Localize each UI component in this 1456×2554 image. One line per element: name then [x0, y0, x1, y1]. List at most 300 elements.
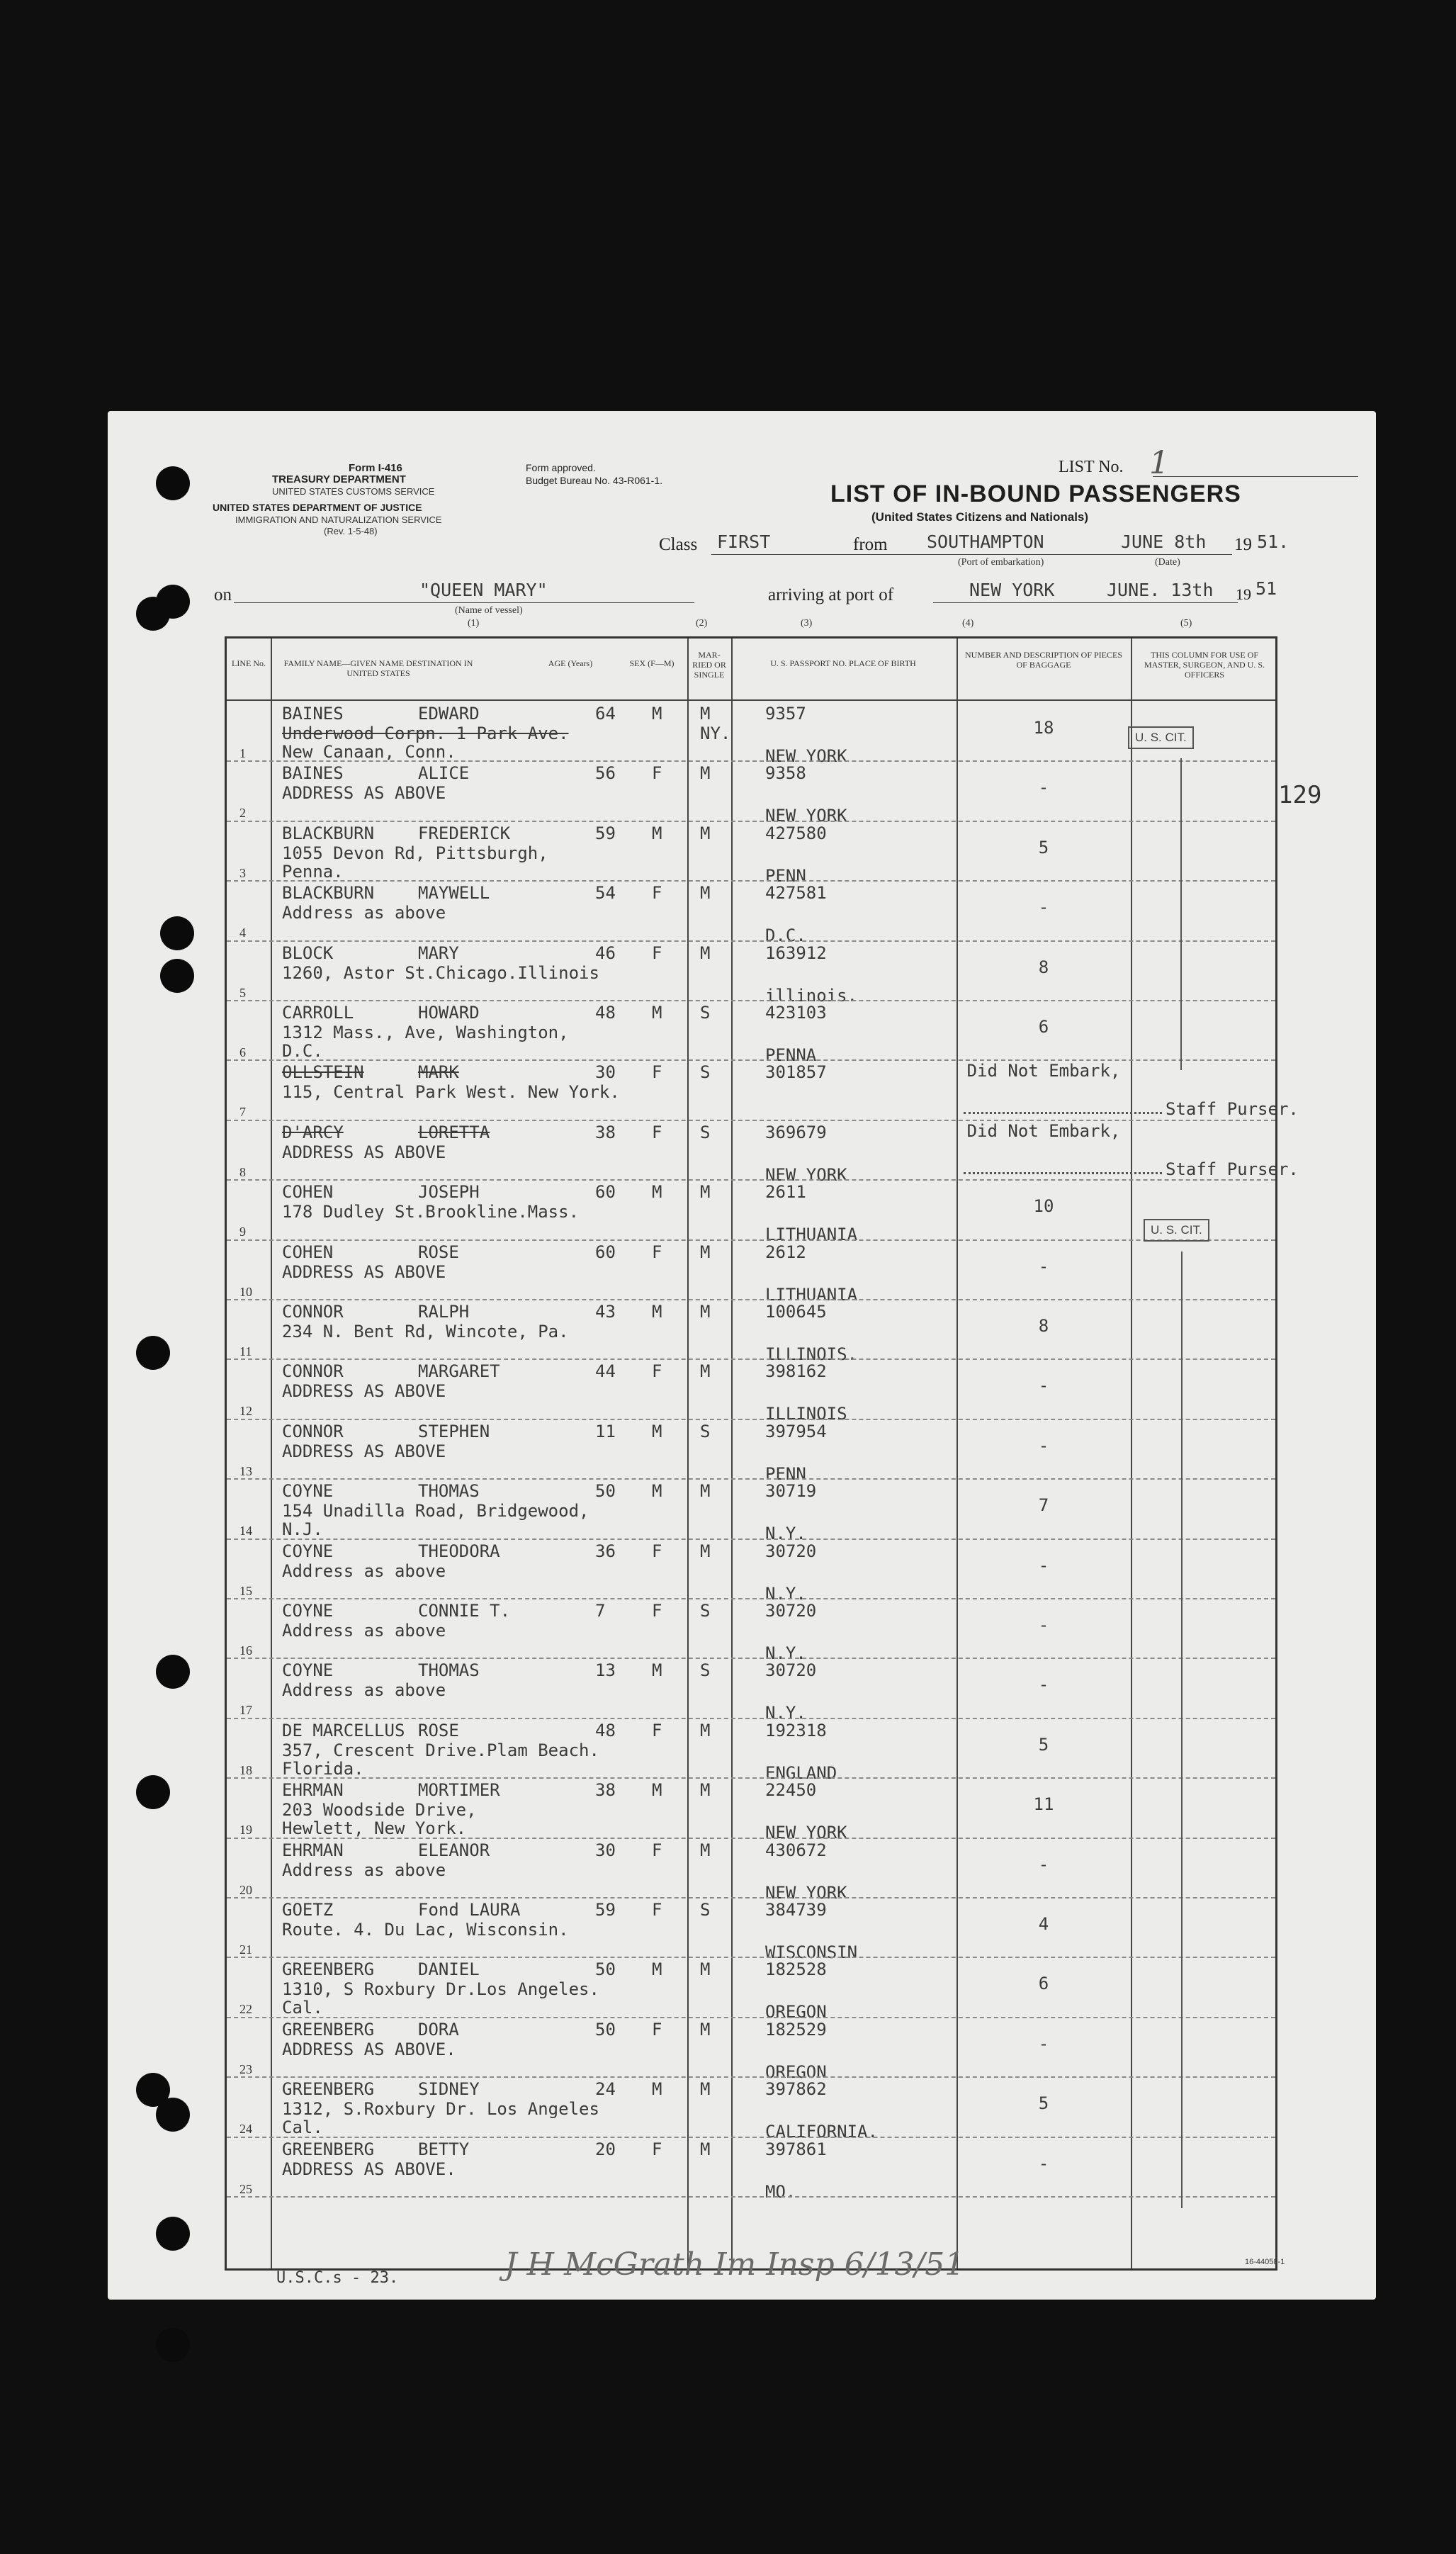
table-row [227, 1480, 1275, 1544]
col-header-use: THIS COLUMN FOR USE OF MASTER, SURGEON, AND U. S. OFFICERS [1144, 650, 1265, 680]
passport-number: 430672 [765, 1840, 827, 1860]
baggage: 18 [1033, 718, 1054, 738]
given-name: THOMAS [418, 1660, 480, 1681]
given-name: ELEANOR [418, 1840, 490, 1860]
customs-service: UNITED STATES CUSTOMS SERVICE [272, 486, 435, 497]
vessel-caption: (Name of vessel) [455, 605, 523, 616]
family-name: OLLSTEIN [282, 1062, 364, 1083]
col-header-sex: SEX (F—M) [629, 658, 675, 668]
baggage: - [1038, 1376, 1049, 1396]
place-of-birth: NEW YORK [765, 1823, 847, 1843]
age: 59 [595, 823, 616, 843]
marital-status: M [700, 1541, 711, 1561]
age: 56 [595, 763, 616, 784]
given-name: THEODORA [418, 1541, 500, 1561]
age: 50 [595, 1959, 616, 1980]
destination-line-1: Address as above [282, 1860, 446, 1880]
age: 59 [595, 1900, 616, 1920]
sex: F [652, 1122, 662, 1142]
place-of-birth: PENNA [765, 1045, 817, 1065]
sex: F [652, 883, 662, 904]
sex: M [652, 704, 662, 724]
destination-line-2: New Canaan, Conn. [282, 742, 456, 762]
passport-number: 163912 [765, 943, 827, 963]
age: 50 [595, 1481, 616, 1502]
passenger-table [225, 636, 1299, 2271]
marital-status: M [700, 1481, 711, 1502]
destination-line-1: Route. 4. Du Lac, Wisconsin. [282, 1920, 569, 1940]
marital-status: S [700, 1122, 711, 1142]
marital-status: M [700, 883, 711, 904]
age: 11 [595, 1421, 616, 1441]
col-num-1: (1) [468, 618, 480, 629]
passport-number: 30719 [765, 1481, 817, 1502]
family-name: CARROLL [282, 1003, 354, 1023]
marital-status: M [700, 943, 711, 963]
stamp-bracket-line [1180, 758, 1182, 1070]
passport-number: 397954 [765, 1421, 827, 1441]
family-name: D'ARCY [282, 1122, 344, 1142]
sex: M [652, 1182, 662, 1203]
punch-hole [160, 916, 194, 950]
family-name: EHRMAN [282, 1840, 344, 1860]
arrival-year: 51 [1255, 578, 1277, 599]
sex: M [652, 1780, 662, 1801]
marital-status: S [700, 1601, 711, 1621]
document-title: LIST OF IN-BOUND PASSENGERS [830, 480, 1241, 507]
family-name: BAINES [282, 763, 344, 784]
col-num-3: (3) [801, 618, 813, 629]
sex: M [652, 1003, 662, 1023]
sex: M [652, 1421, 662, 1441]
age: 7 [595, 1601, 606, 1621]
passport-number: 301857 [765, 1062, 827, 1083]
baggage: - [1038, 1256, 1049, 1276]
place-of-birth: ILLINOIS. [765, 1344, 858, 1364]
line-number: 2 [239, 806, 246, 821]
col-header-line: LINE No. [232, 658, 266, 668]
place-of-birth: NEW YORK [765, 746, 847, 766]
destination-line-2: D.C. [282, 1041, 323, 1061]
sex: F [652, 763, 662, 784]
sex: F [652, 1242, 662, 1262]
line-number: 12 [239, 1404, 252, 1419]
year-prefix: 19 [1234, 535, 1252, 554]
given-name: DORA [418, 2019, 459, 2040]
place-of-birth: N.Y. [765, 1583, 806, 1604]
page-number: 129 [1278, 781, 1322, 809]
marital-status: M [700, 1720, 711, 1740]
row-separator [227, 2196, 1275, 2198]
budget-bureau: Budget Bureau No. 43-R061-1. [526, 475, 663, 486]
age: 44 [595, 1361, 616, 1382]
destination-line-1: 1055 Devon Rd, Pittsburgh, [282, 843, 548, 863]
passport-number: 30720 [765, 1660, 817, 1681]
passport-number: 182528 [765, 1959, 827, 1980]
punch-hole [156, 2328, 190, 2362]
footer-form: U.S.C.s - 23. [276, 2269, 399, 2287]
family-name: GREENBERG [282, 1959, 375, 1980]
family-name: GREENBERG [282, 2079, 375, 2100]
baggage: 5 [1038, 2093, 1049, 2114]
given-name: STEPHEN [418, 1421, 490, 1441]
line-number: 18 [239, 1762, 252, 1777]
punch-hole [136, 597, 170, 631]
destination-line-2: Penna. [282, 861, 344, 882]
header-rule [227, 699, 1275, 701]
col-header-name: FAMILY NAME—GIVEN NAME DESTINATION IN UNITED STATES [283, 658, 473, 678]
place-of-birth: N.Y. [765, 1643, 806, 1663]
table-row [227, 1241, 1275, 1305]
line-number: 20 [239, 1882, 252, 1897]
place-of-birth: ENGLAND [765, 1762, 837, 1783]
table-row [227, 1300, 1275, 1364]
marital-status: M [700, 1840, 711, 1860]
doj: UNITED STATES DEPARTMENT OF JUSTICE [213, 502, 422, 513]
passport-number: 2612 [765, 1242, 806, 1262]
marital-status: M [700, 1780, 711, 1801]
age: 13 [595, 1660, 616, 1681]
punch-hole [136, 1775, 170, 1809]
baggage: - [1038, 897, 1049, 918]
list-no-value: 1 [1149, 445, 1169, 481]
marital-status: M [700, 1959, 711, 1980]
baggage: 8 [1038, 957, 1049, 977]
table-row [227, 1898, 1275, 1962]
baggage: - [1038, 1854, 1049, 1874]
table-row [227, 1120, 1299, 1185]
date-caption: (Date) [1155, 557, 1180, 568]
form-approved: Form approved. [526, 462, 596, 473]
table-row [227, 1599, 1275, 1663]
place-of-birth: PENN [765, 1463, 806, 1484]
sex: M [652, 1481, 662, 1502]
us-cit-stamp: U. S. CIT. [1128, 726, 1194, 749]
destination-line-1: ADDRESS AS ABOVE. [282, 2039, 456, 2059]
from-line [922, 554, 1135, 555]
line-number: 17 [239, 1703, 252, 1718]
class-line [711, 554, 937, 555]
port-caption: (Port of embarkation) [958, 557, 1044, 568]
table-row [227, 1360, 1275, 1424]
sex: F [652, 1541, 662, 1561]
sex: F [652, 2019, 662, 2040]
table-row [227, 1061, 1299, 1120]
destination-line-1: ADDRESS AS ABOVE [282, 1142, 446, 1162]
given-name: RALPH [418, 1302, 470, 1322]
passport-number: 427580 [765, 823, 827, 843]
sex: M [652, 2079, 662, 2100]
department: TREASURY DEPARTMENT [272, 473, 406, 485]
destination-line-1: Underwood Corpn. 1 Park Ave. [282, 724, 569, 743]
arrival-line [933, 602, 1238, 603]
marital-status: M [700, 2139, 711, 2159]
family-name: CONNOR [282, 1361, 344, 1382]
given-name: THOMAS [418, 1481, 480, 1502]
age: 54 [595, 883, 616, 904]
given-name: MORTIMER [418, 1780, 500, 1801]
destination-line-1: ADDRESS AS ABOVE [282, 1441, 446, 1461]
age: 38 [595, 1122, 616, 1142]
arriving-label: arriving at port of [768, 585, 894, 604]
age: 48 [595, 1003, 616, 1023]
line-number: 22 [239, 2002, 252, 2017]
marital-status: M [700, 823, 711, 843]
destination-line-2: N.J. [282, 1519, 323, 1540]
age: 48 [595, 1720, 616, 1740]
passport-number: 2611 [765, 1182, 806, 1203]
given-name: CONNIE T. [418, 1601, 511, 1621]
destination-line-2: Cal. [282, 1998, 323, 2018]
family-name: GOETZ [282, 1900, 334, 1920]
vessel-line [234, 602, 694, 603]
baggage: 6 [1038, 1974, 1049, 1994]
baggage: 10 [1033, 1196, 1054, 1217]
passport-number: 9358 [765, 763, 806, 784]
baggage: - [1038, 2153, 1049, 2173]
place-of-birth: CALIFORNIA. [765, 2122, 878, 2142]
place-of-birth: OREGON [765, 2061, 827, 2082]
passport-number: 397862 [765, 2079, 827, 2100]
sex: M [652, 1302, 662, 1322]
on-label: on [214, 585, 232, 604]
punch-hole [156, 1655, 190, 1689]
baggage: - [1038, 1675, 1049, 1695]
table-row [227, 1839, 1275, 1903]
destination-line-1: Address as above [282, 1560, 446, 1581]
list-no-label: LIST No. [1059, 458, 1124, 476]
table-row [227, 2078, 1275, 2142]
marital-status: S [700, 1421, 711, 1441]
us-cit-stamp: U. S. CIT. [1144, 1219, 1209, 1242]
from-label: from [853, 535, 888, 554]
vessel-name: "QUEEN MARY" [419, 580, 548, 600]
marital-status: S [700, 1660, 711, 1681]
punch-hole [160, 959, 194, 993]
passport-number: 9357 [765, 704, 806, 724]
year-value: 51. [1257, 531, 1289, 552]
line-number: 25 [239, 2181, 252, 2196]
age: 46 [595, 943, 616, 963]
sex: F [652, 1361, 662, 1382]
family-name: COYNE [282, 1481, 334, 1502]
marital-status: M [700, 763, 711, 784]
age: 50 [595, 2019, 616, 2040]
destination-line-1: ADDRESS AS ABOVE [282, 783, 446, 804]
arrival-port: NEW YORK [969, 580, 1055, 600]
given-name: LORETTA [418, 1122, 490, 1142]
destination-line-2: Florida. [282, 1758, 364, 1779]
given-name: ALICE [418, 763, 470, 784]
col-header-passport: U. S. PASSPORT NO. PLACE OF BIRTH [770, 658, 916, 668]
age: 43 [595, 1302, 616, 1322]
place-of-birth: D.C. [765, 926, 806, 946]
marital-status: M [700, 704, 711, 724]
destination-line-1: 178 Dudley St.Brookline.Mass. [282, 1202, 580, 1222]
line-number: 19 [239, 1823, 252, 1838]
baggage: Did Not Embark, [966, 1061, 1121, 1081]
sex: F [652, 943, 662, 963]
marital-status: M [700, 1242, 711, 1262]
age: 30 [595, 1062, 616, 1083]
col-header-age: AGE (Years) [548, 658, 593, 668]
passport-number: 369679 [765, 1122, 827, 1142]
place-of-birth: LITHUANIA [765, 1284, 858, 1305]
place-of-birth: OREGON [765, 2002, 827, 2023]
sex: F [652, 1840, 662, 1860]
family-name: COHEN [282, 1182, 334, 1203]
line-number: 8 [239, 1164, 246, 1179]
destination-line-1: 357, Crescent Drive.Plam Beach. [282, 1740, 599, 1760]
destination-line-1: ADDRESS AS ABOVE [282, 1381, 446, 1402]
given-name: FREDERICK [418, 823, 511, 843]
marital-status: M [700, 2079, 711, 2100]
table-row [227, 882, 1275, 946]
revision: (Rev. 1-5-48) [324, 526, 378, 536]
col-header-married: MAR-RIED OR SINGLE [692, 650, 726, 680]
given-name: JOSEPH [418, 1182, 480, 1203]
place-of-birth: NEW YORK [765, 806, 847, 826]
table-row [227, 1181, 1275, 1245]
form-number: Form I-416 [349, 462, 402, 474]
table-row [227, 1779, 1275, 1843]
baggage: - [1038, 2033, 1049, 2054]
class-value: FIRST [717, 531, 771, 552]
baggage: 7 [1038, 1495, 1049, 1516]
place-of-birth: WISCONSIN [765, 1942, 858, 1962]
given-name: DANIEL [418, 1959, 480, 1980]
list-no-line [1153, 476, 1358, 477]
embark-date: JUNE 8th [1121, 531, 1207, 552]
place-of-birth: NEW YORK [765, 1164, 847, 1185]
baggage: 8 [1038, 1316, 1049, 1336]
passport-number: 384739 [765, 1900, 827, 1920]
marital-status: M [700, 1302, 711, 1322]
place-of-birth: ILLINOIS [765, 1404, 847, 1424]
passport-number: 397861 [765, 2139, 827, 2159]
punch-hole [156, 2217, 190, 2251]
family-name: COHEN [282, 1242, 334, 1262]
footer-code: 16-44058-1 [1245, 2258, 1285, 2266]
line-number: 24 [239, 2122, 252, 2137]
family-name: BLOCK [282, 943, 334, 963]
sex: M [652, 1959, 662, 1980]
col-num-5: (5) [1180, 618, 1192, 629]
marital-status: S [700, 1003, 711, 1023]
destination-line-1: Address as above [282, 903, 446, 923]
given-name: EDWARD [418, 704, 480, 724]
destination-line-1: 1312, S.Roxbury Dr. Los Angeles [282, 2099, 599, 2120]
sex: F [652, 1900, 662, 1920]
place-of-birth: PENN [765, 865, 806, 886]
officer-note: Staff Purser. [1166, 1099, 1299, 1120]
given-name: MAYWELL [418, 883, 490, 904]
sex: F [652, 1601, 662, 1621]
age: 20 [595, 2139, 616, 2159]
line-number: 21 [239, 1942, 252, 1957]
sex: F [652, 1062, 662, 1083]
place-of-birth: LITHUANIA [765, 1225, 858, 1245]
age: 24 [595, 2079, 616, 2100]
destination-line-1: 115, Central Park West. New York. [282, 1082, 620, 1103]
baggage: - [1038, 777, 1049, 798]
arrival-date: JUNE. 13th [1107, 580, 1214, 600]
officer-note: Staff Purser. [1166, 1159, 1299, 1179]
document-subtitle: (United States Citizens and Nationals) [871, 510, 1089, 524]
age: 60 [595, 1242, 616, 1262]
age: 36 [595, 1541, 616, 1561]
destination-line-1: ADDRESS AS ABOVE. [282, 2159, 456, 2179]
marital-status: M [700, 2019, 711, 2040]
destination-line-1: Address as above [282, 1621, 446, 1641]
table-row [227, 822, 1275, 886]
passport-number: 22450 [765, 1780, 817, 1801]
table-row [227, 702, 1275, 766]
from-value: SOUTHAMPTON [927, 531, 1044, 552]
passenger-list-document [108, 411, 1376, 2300]
age: 64 [595, 704, 616, 724]
marital-status: S [700, 1900, 711, 1920]
marital-status: M [700, 1361, 711, 1382]
destination-line-1: ADDRESS AS ABOVE [282, 1261, 446, 1282]
place-of-birth: NEW YORK [765, 1882, 847, 1903]
punch-hole [156, 466, 190, 500]
destination-line-1: Address as above [282, 1680, 446, 1701]
line-number: 1 [239, 746, 246, 760]
marital-status-note: NY. [700, 724, 731, 743]
family-name: COYNE [282, 1660, 334, 1681]
sex: F [652, 1720, 662, 1740]
baggage: - [1038, 1435, 1049, 1456]
table-row [227, 942, 1275, 1006]
baggage: 6 [1038, 1017, 1049, 1037]
dotted-leader [964, 1172, 1162, 1174]
place-of-birth: MO. [765, 2181, 796, 2202]
col-num-4: (4) [962, 618, 974, 629]
place-of-birth: N.Y. [765, 1524, 806, 1544]
table-row [227, 1420, 1275, 1484]
place-of-birth: illinois. [765, 985, 858, 1006]
family-name: BLACKBURN [282, 883, 375, 904]
destination-line-1: 154 Unadilla Road, Bridgewood, [282, 1501, 589, 1521]
place-of-birth: N.Y. [765, 1703, 806, 1723]
destination-line-1: 1260, Astor St.Chicago.Illinois [282, 962, 599, 983]
stamp-bracket-line [1181, 1251, 1183, 2208]
line-number: 10 [239, 1284, 252, 1299]
sex: M [652, 823, 662, 843]
col-num-2: (2) [696, 618, 708, 629]
destination-line-2: Hewlett, New York. [282, 1818, 467, 1839]
given-name: MARK [418, 1062, 459, 1083]
given-name: SIDNEY [418, 2079, 480, 2100]
baggage: 4 [1038, 1914, 1049, 1934]
destination-line-2: Cal. [282, 2117, 323, 2138]
passport-number: 182529 [765, 2019, 827, 2040]
family-name: BLACKBURN [282, 823, 375, 843]
baggage: - [1038, 1615, 1049, 1635]
table-row [227, 1958, 1275, 2023]
line-number: 6 [239, 1045, 246, 1059]
family-name: COYNE [282, 1601, 334, 1621]
passport-number: 30720 [765, 1541, 817, 1561]
family-name: GREENBERG [282, 2019, 375, 2040]
table-row [227, 1719, 1275, 1783]
ins: IMMIGRATION AND NATURALIZATION SERVICE [235, 514, 442, 525]
family-name: EHRMAN [282, 1780, 344, 1801]
passport-number: 192318 [765, 1720, 827, 1740]
table-row [227, 1540, 1275, 1604]
age: 30 [595, 1840, 616, 1860]
